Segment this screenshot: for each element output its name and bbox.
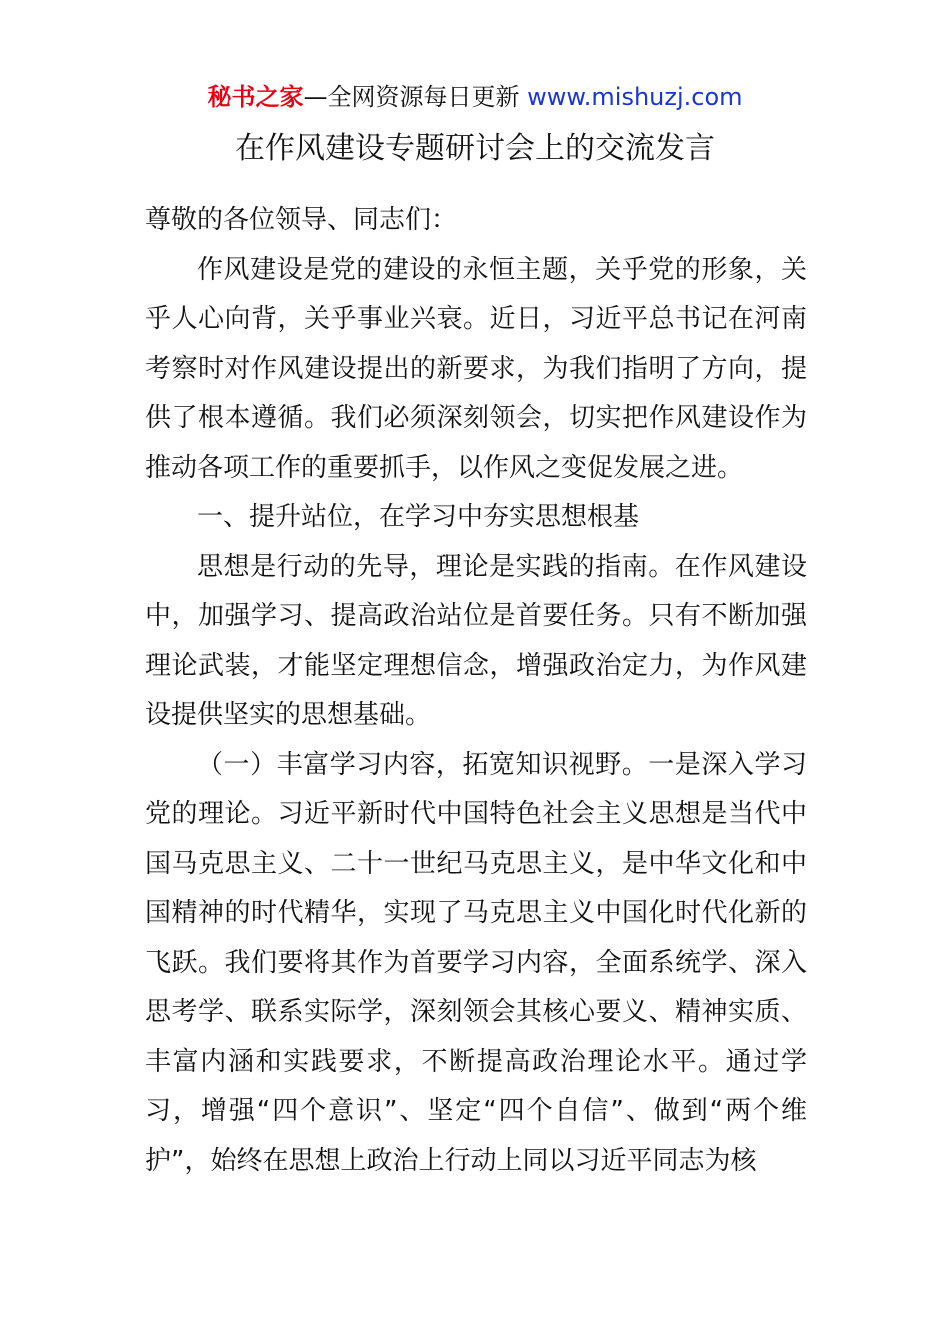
- header-tagline: —全网资源每日更新: [303, 83, 520, 111]
- document-body: [145, 196, 807, 1186]
- site-url-link[interactable]: www.mishuzj.com: [527, 83, 743, 111]
- section-heading-1: 一、提升站位，在学习中夯实思想根基: [197, 502, 640, 532]
- brand-name: 秘书之家: [207, 83, 304, 111]
- site-header: [0, 80, 950, 114]
- salutation: 尊敬的各位领导、同志们：: [145, 205, 458, 235]
- paragraph-section-1: 思想是行动的先导，理论是实践的指南。在作风建设中，加强学习、提高政治站位是首要任务。只有不断加强理论武装，才能坚定理想信念，增强政治定力，为作风建设提供坚实的思想基础。: [145, 551, 807, 730]
- paragraph-intro: 作风建设是党的建设的永恒主题，关乎党的形象，关乎人心向背，关乎事业兴衰。近日，习近平总书记在河南考察时对作风建设提出的新要求，为我们指明了方向，提供了根本遵循。我们必须深刻领会，切实把作风建设作为推动各项工作的重要抓手，以作风之变促发展之进。: [145, 254, 807, 483]
- paragraph-subsection-1: （一）丰富学习内容，拓宽知识视野。一是深入学习党的理论。习近平新时代中国特色社会主义思想是当代中国马克思主义、二十一世纪马克思主义，是中华文化和中国精神的时代精华，实现了马克思主义中国化时代化新的飞跃。我们要将其作为首要学习内容，全面系统学、深入思考学、联系实际学，深刻领会其核心要义、精神实质、丰富内涵和实践要求，不断提高政治理论水平。通过学习，增强“四个意识”、坚定“四个自信”、做到“两个维护”，始终在思想上政治上行动上同以习近平同志为核: [145, 749, 807, 1176]
- document-title: 在作风建设专题研讨会上的交流发言: [235, 131, 715, 166]
